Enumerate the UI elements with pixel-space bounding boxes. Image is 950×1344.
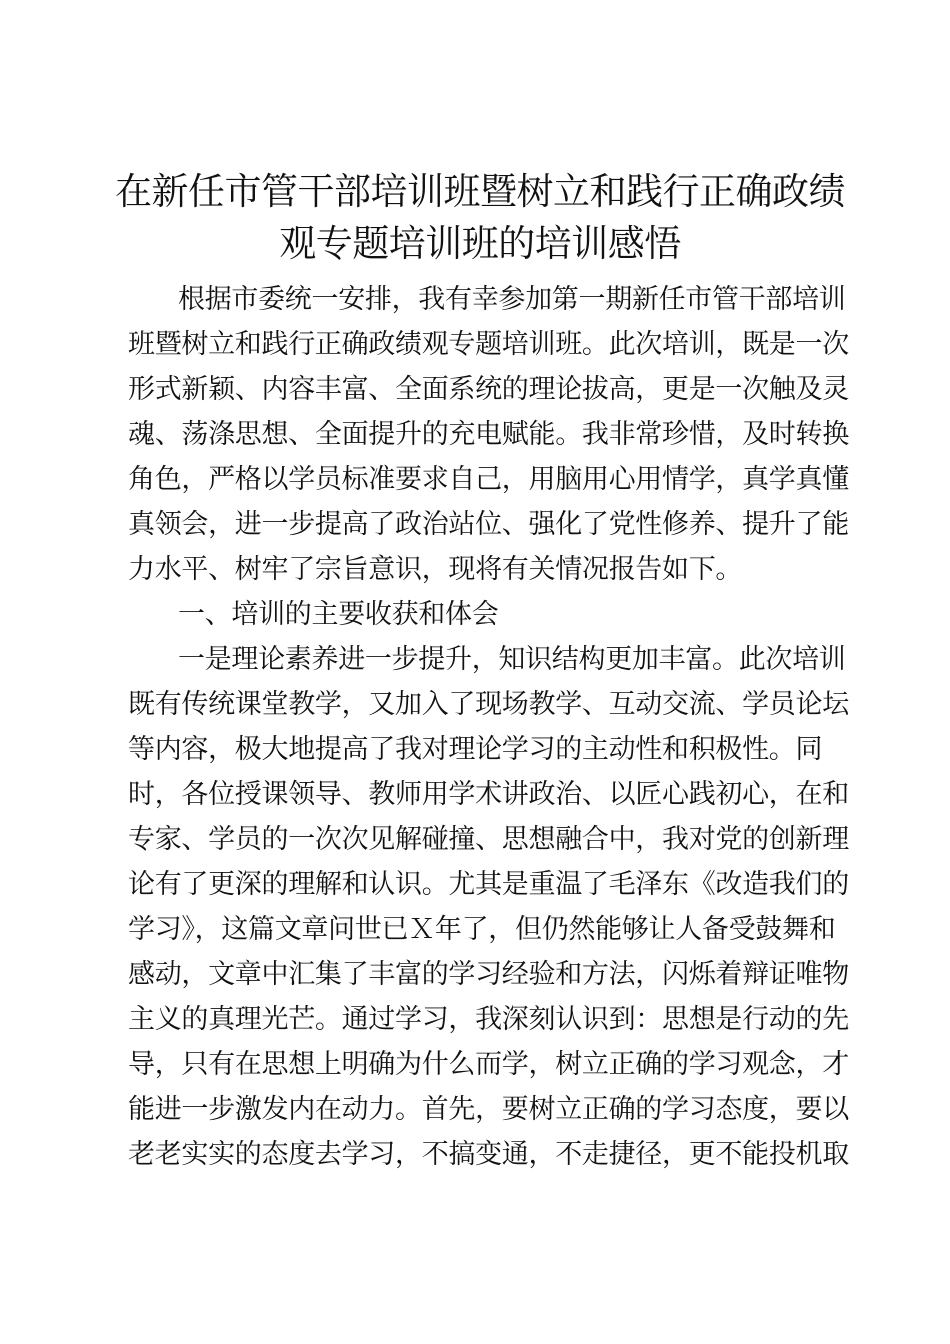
paragraph-point-one-line: 时，各位授课领导、教师用学术讲政治、以匠心践初心，在和: [128, 779, 849, 810]
paragraph-point-one-line: 能进一步激发内在动力。首先，要树立正确的学习态度，要以: [128, 1094, 849, 1125]
paragraph-point-one-line: 主义的真理光芒。通过学习，我深刻认识到：思想是行动的先: [128, 1004, 849, 1035]
paragraph-point-one-line: 专家、学员的一次次见解碰撞、思想融合中，我对党的创新理: [128, 824, 849, 855]
title-line-2: 观专题培训班的培训感悟: [279, 222, 681, 265]
paragraph-point-one-line: 学习》，这篇文章问世已Ｘ年了，但仍然能够让人备受鼓舞和: [128, 914, 836, 945]
paragraph-intro-line: 班暨树立和践行正确政绩观专题培训班。此次培训，既是一次: [128, 329, 849, 360]
paragraph-point-one-line: 老老实实的态度去学习，不搞变通，不走捷径，更不能投机取: [128, 1139, 849, 1170]
paragraph-point-one-line: 既有传统课堂教学，又加入了现场教学、互动交流、学员论坛: [128, 689, 849, 720]
paragraph-intro-line: 形式新颖、内容丰富、全面系统的理论拔高，更是一次触及灵: [128, 374, 849, 405]
paragraph-intro-line: 角色，严格以学员标准要求自己，用脑用心用情学，真学真懂: [128, 464, 849, 495]
paragraph-point-one-line: 感动，文章中汇集了丰富的学习经验和方法，闪烁着辩证唯物: [128, 959, 849, 990]
title-line-1: 在新任市管干部培训班暨树立和践行正确政绩: [115, 170, 845, 213]
paragraph-point-one-line: 导，只有在思想上明确为什么而学，树立正确的学习观念，才: [128, 1049, 849, 1080]
paragraph-intro-line: 根据市委统一安排，我有幸参加第一期新任市管干部培训: [178, 284, 846, 315]
paragraph-intro-line: 真领会，进一步提高了政治站位、强化了党性修养、提升了能: [128, 509, 849, 540]
paragraph-point-one-line: 论有了更深的理解和认识。尤其是重温了毛泽东《改造我们的: [128, 869, 849, 900]
paragraph-intro-line: 力水平、树牢了宗旨意识，现将有关情况报告如下。: [128, 554, 743, 585]
document-body: [128, 277, 849, 1177]
paragraph-intro-line: 魂、荡涤思想、全面提升的充电赋能。我非常珍惜，及时转换: [128, 419, 849, 450]
paragraph-point-one-line: 等内容，极大地提高了我对理论学习的主动性和积极性。同: [128, 734, 823, 765]
section-heading: 一、培训的主要收获和体会: [178, 599, 499, 630]
paragraph-point-one-line: 一是理论素养进一步提升，知识结构更加丰富。此次培训: [178, 644, 846, 675]
document-title: [100, 166, 860, 270]
